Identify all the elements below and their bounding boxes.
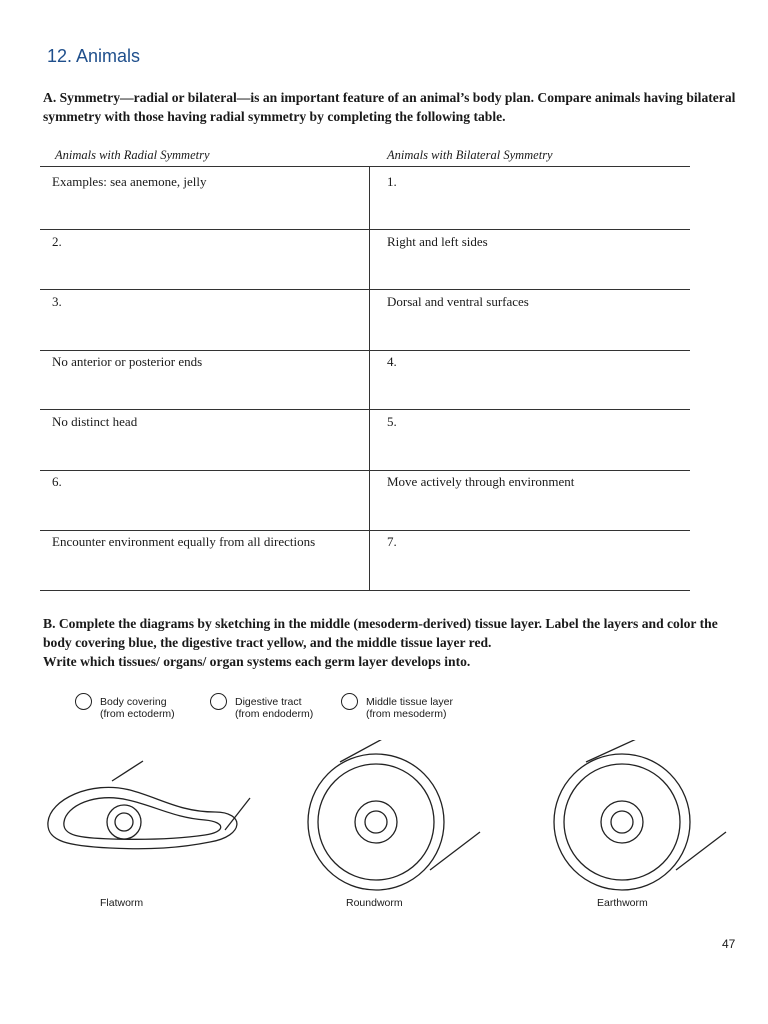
table-rule xyxy=(40,409,690,410)
section-b-instructions xyxy=(43,614,743,671)
table-cell-radial[interactable]: 6. xyxy=(52,474,62,489)
legend-sublabel: (from mesoderm) xyxy=(366,708,447,720)
table-rule xyxy=(40,166,690,167)
table-rule xyxy=(40,530,690,531)
table-cell-bilateral[interactable]: 1. xyxy=(387,174,397,189)
legend-label: Middle tissue layer xyxy=(366,696,453,708)
color-key-circle-icon[interactable] xyxy=(341,693,358,710)
roundworm-caption: Roundworm xyxy=(346,897,403,909)
table-rule xyxy=(40,470,690,471)
table-cell-bilateral[interactable]: 7. xyxy=(387,534,397,549)
page-number: 47 xyxy=(722,937,736,951)
table-cell-bilateral[interactable]: 5. xyxy=(387,414,397,429)
flatworm-caption: Flatworm xyxy=(100,897,144,909)
legend-label: Digestive tract xyxy=(235,696,302,708)
color-key-circle-icon[interactable] xyxy=(210,693,227,710)
table-cell-bilateral[interactable]: 4. xyxy=(387,354,397,369)
cross-section-diagrams xyxy=(0,740,768,900)
symmetry-table xyxy=(40,166,690,591)
table-cell-bilateral: Move actively through environment xyxy=(387,474,575,489)
table-rule xyxy=(40,289,690,290)
section-a-instructions: A. Symmetry—radial or bilateral—is an important feature of an animal’s body plan. Compare animals having bilateral symmetry with those having radial symmetry by completing the following table. xyxy=(43,90,736,124)
legend-sublabel: (from endoderm) xyxy=(235,708,314,720)
table-cell-radial[interactable]: 2. xyxy=(52,234,62,249)
table-cell-radial[interactable]: 3. xyxy=(52,294,62,309)
table-cell-radial: Examples: sea anemone, jelly xyxy=(52,174,207,189)
table-rule xyxy=(40,229,690,230)
section-b-line2: Write which tissues/ organs/ organ systems each germ layer develops into. xyxy=(43,654,471,669)
table-cell-radial: No distinct head xyxy=(52,414,138,429)
earthworm-cross-section-icon[interactable] xyxy=(554,740,726,890)
page-title: 12. Animals xyxy=(47,46,141,66)
table-header-radial: Animals with Radial Symmetry xyxy=(55,148,210,162)
table-cell-radial: Encounter environment equally from all directions xyxy=(52,534,316,549)
table-rule xyxy=(40,350,690,351)
legend-label: Body covering xyxy=(100,696,167,708)
table-header-bilateral: Animals with Bilateral Symmetry xyxy=(387,148,553,162)
section-b-line1: B. Complete the diagrams by sketching in the middle (mesoderm-derived) tissue layer. Label the layers and color the body covering blue, the digestive tract yellow, and the middle tissue layer red. xyxy=(43,616,718,650)
table-cell-bilateral: Right and left sides xyxy=(387,234,488,249)
table-cell-radial: No anterior or posterior ends xyxy=(52,354,203,369)
color-key-circle-icon[interactable] xyxy=(75,693,92,710)
legend-sublabel: (from ectoderm) xyxy=(100,708,175,720)
flatworm-cross-section-icon[interactable] xyxy=(48,761,250,849)
table-rule xyxy=(40,590,690,591)
table-cell-bilateral: Dorsal and ventral surfaces xyxy=(387,294,529,309)
roundworm-cross-section-icon[interactable] xyxy=(308,740,480,890)
earthworm-caption: Earthworm xyxy=(597,897,648,909)
table-column-divider xyxy=(369,166,370,591)
